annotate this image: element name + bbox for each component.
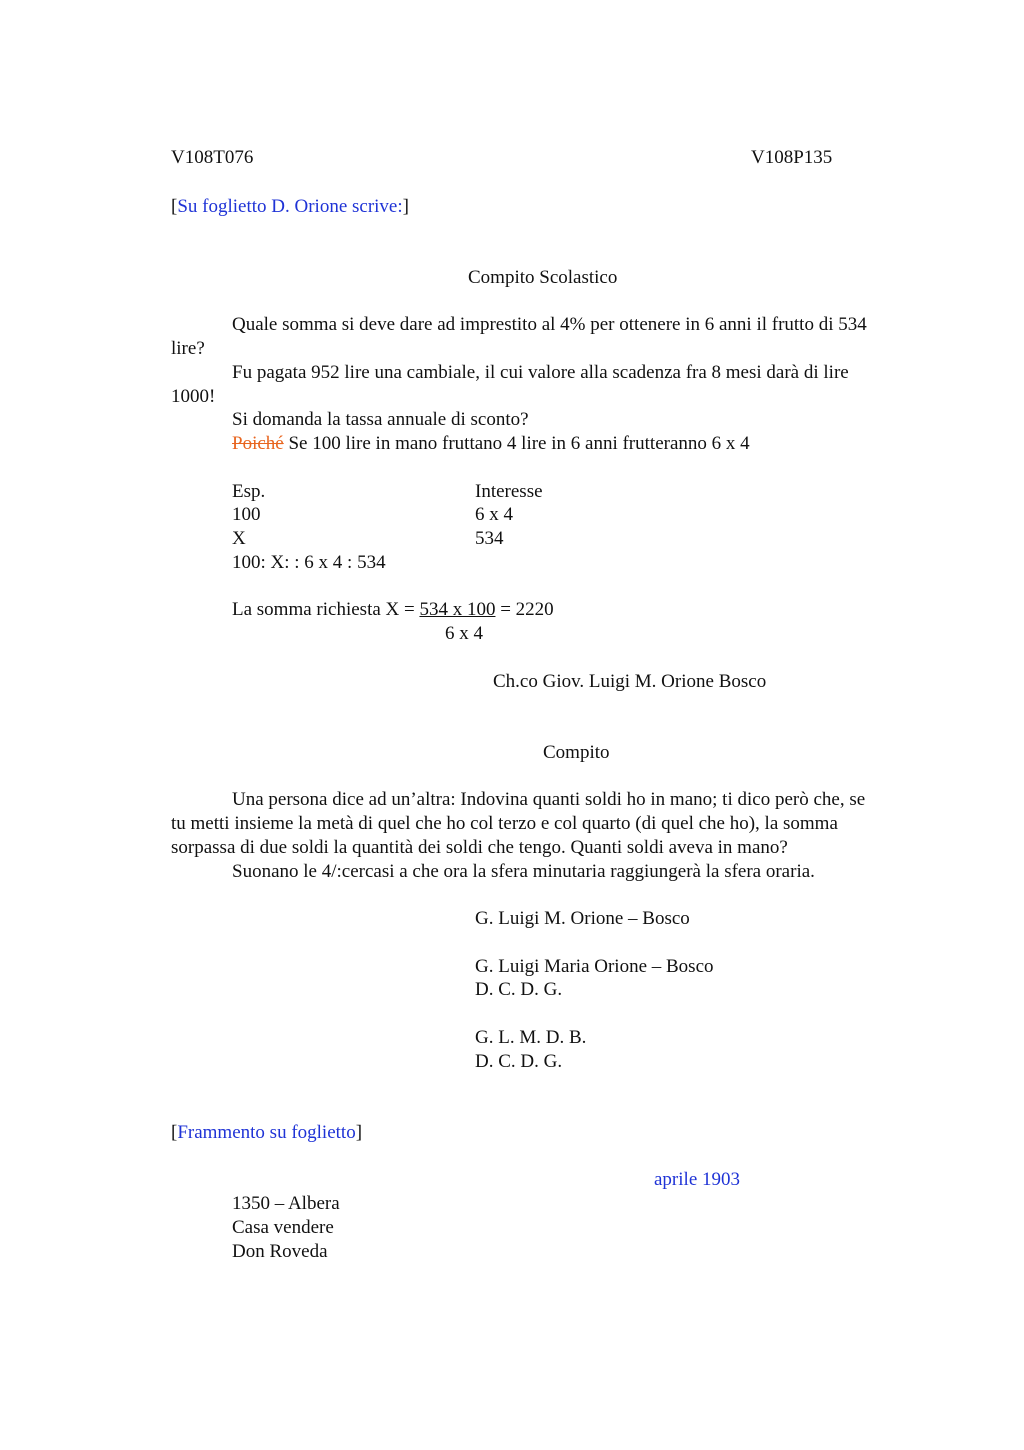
fragment-line: 1350 – Albera bbox=[232, 1193, 340, 1214]
table-cell: 100 bbox=[232, 504, 261, 525]
table-cell: Esp. bbox=[232, 481, 266, 502]
section-title: Compito bbox=[543, 742, 610, 763]
table-cell: 6 x 4 bbox=[475, 504, 513, 525]
date-note: aprile 1903 bbox=[654, 1169, 741, 1190]
question-line: Fu pagata 952 lire una cambiale, il cui valore alla scadenza fra 8 mesi darà di lire bbox=[232, 362, 849, 383]
paragraph-line: Una persona dice ad un’altra: Indovina quanti soldi ho in mano; ti dico però che, se bbox=[232, 789, 866, 810]
signature: G. L. M. D. B. bbox=[475, 1027, 587, 1048]
document-code-left: V108T076 bbox=[171, 147, 254, 168]
editorial-note: [Su foglietto D. Orione scrive:] bbox=[171, 196, 409, 217]
fragment-line: Don Roveda bbox=[232, 1241, 328, 1262]
signature: Ch.co Giov. Luigi M. Orione Bosco bbox=[493, 671, 767, 692]
result-line: La somma richiesta X = 534 x 100 = 2220 bbox=[232, 599, 554, 620]
question-line: 1000! bbox=[171, 386, 216, 407]
document-code-right: V108P135 bbox=[751, 147, 833, 168]
table-cell: Interesse bbox=[475, 481, 543, 502]
proportion-line: 100: X: : 6 x 4 : 534 bbox=[232, 552, 386, 573]
paragraph-line: Suonano le 4/:cercasi a che ora la sfera minutaria raggiungerà la sfera oraria. bbox=[232, 861, 815, 882]
result-denominator: 6 x 4 bbox=[445, 623, 483, 644]
signature: D. C. D. G. bbox=[475, 1051, 563, 1072]
signature: G. Luigi M. Orione – Bosco bbox=[475, 908, 690, 929]
paragraph-line: sorpassa di due soldi la quantità dei soldi che tengo. Quanti soldi aveva in mano? bbox=[171, 837, 788, 858]
signature: D. C. D. G. bbox=[475, 979, 563, 1000]
editorial-note-text: Su foglietto D. Orione scrive: bbox=[177, 196, 403, 217]
paragraph-line: tu metti insieme la metà di quel che ho col terzo e col quarto (di quel che ho), la somma bbox=[171, 813, 838, 834]
result-numerator: 534 x 100 bbox=[419, 599, 496, 620]
editorial-note-text: Frammento su foglietto bbox=[177, 1122, 356, 1143]
reasoning-line: Poiché Se 100 lire in mano fruttano 4 lire in 6 anni frutteranno 6 x 4 bbox=[232, 433, 750, 454]
editorial-note: [Frammento su foglietto] bbox=[171, 1122, 363, 1143]
table-cell: 534 bbox=[475, 528, 504, 549]
question-line: Si domanda la tassa annuale di sconto? bbox=[232, 409, 529, 430]
struck-word: Poiché bbox=[232, 433, 284, 454]
fragment-line: Casa vendere bbox=[232, 1217, 334, 1238]
question-line: lire? bbox=[171, 338, 205, 359]
question-line: Quale somma si deve dare ad imprestito al 4% per ottenere in 6 anni il frutto di 534 bbox=[232, 314, 867, 335]
section-title: Compito Scolastico bbox=[468, 267, 618, 288]
signature: G. Luigi Maria Orione – Bosco bbox=[475, 956, 714, 977]
table-cell: X bbox=[232, 528, 246, 549]
